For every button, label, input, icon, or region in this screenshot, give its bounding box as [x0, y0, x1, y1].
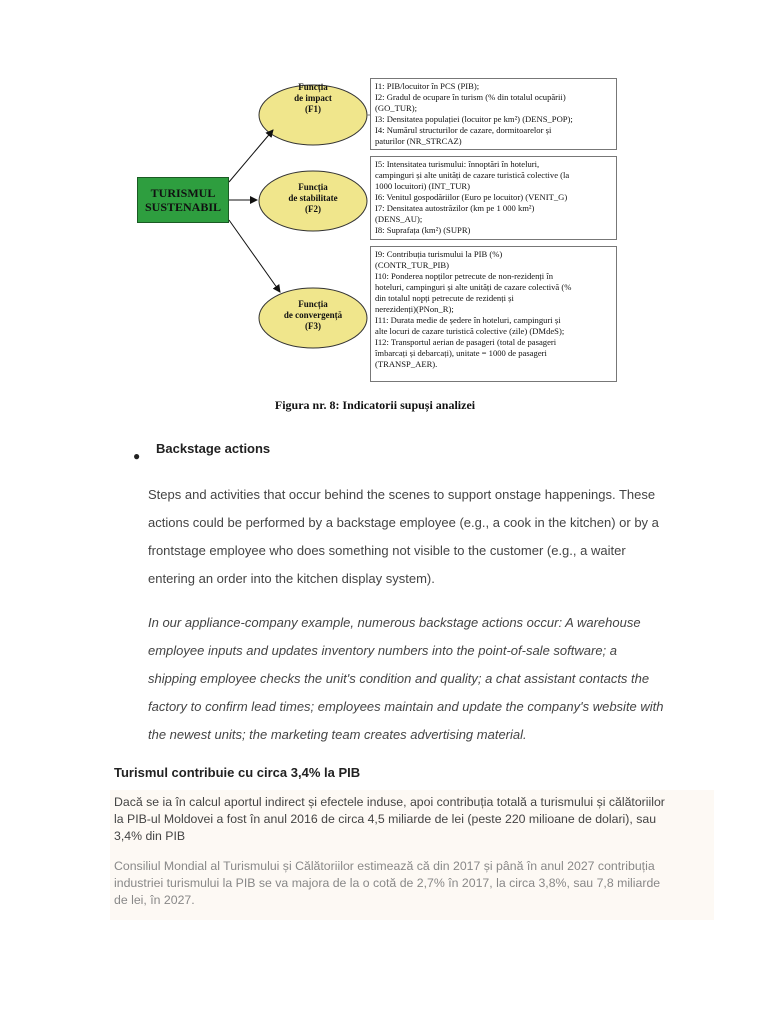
appliance-example-paragraph: In our appliance-company example, numerous backstage actions occur: A warehouse employee inputs and updates inventory numbers into the point-of-sale software; a shipping employee checks the unit's condition and quality; a chat assistant contacts the factory to confirm lead times; employees maintain and update the company's website with the newest units; the marketing team creates advertising material. [148, 615, 664, 742]
convergence-function-label: Funcția de convergență (F3) [283, 299, 343, 331]
news-heading: Turismul contribuie cu circa 3,4% la PIB [114, 765, 361, 780]
indicators-figure [125, 70, 625, 420]
indicator-box-stability: I5: Intensitatea turismului: înnoptări în hoteluri, campinguri și alte unități de cazare turistică colective (la 1000 locuitori) (INT_TUR) I6: Venitul gospodăriilor (Euro pe locuitor) (VENIT_G) I7: Densitatea autostrăzilor (km pe 1 000 km²) (DENS_AU); I8: Suprafața (km²) (SUPR) [370, 156, 617, 240]
root-node [137, 177, 229, 223]
impact-function-label: Funcția de impact (F1) [294, 82, 332, 114]
root-label-line2: SUSTENABIL [144, 200, 222, 214]
arrow-to-impact [229, 130, 273, 182]
figure-caption: Figura nr. 8: Indicatorii supuși analizei [274, 398, 476, 412]
indicator-box-impact: I1: PIB/locuitor în PCS (PIB); I2: Gradul de ocupare în turism (% din totalul ocupării) (GO_TUR); I3: Densitatea populației (locuitor pe km²) (DENS_POP); I4: Numărul structurilor de cazare, dormitoarelor și paturilor (NR_STRCAZ) [370, 78, 617, 150]
news-paragraph-1: Dacă se ia în calcul aportul indirect și efectele induse, apoi contribuția totală a turismului și călătoriilor la PIB-ul Moldovei a fost în anul 2016 de circa 4,5 miliarde de lei (peste 220 milioane de dolari), sau 3,4% din PIB [114, 795, 665, 843]
bullet-point-icon: ● [133, 449, 141, 463]
news-excerpt [110, 790, 714, 920]
arrow-to-convergence [229, 220, 280, 292]
news-paragraph-2: Consiliul Mondial al Turismului și Călătoriilor estimează că din 2017 și până în anul 2027 contribuția industriei turismului la PIB se va majora de la o cotă de 2,7% în 2017, la circa 3,8%, sau 7,8 miliarde de lei, în 2027. [114, 859, 661, 907]
backstage-description: Steps and activities that occur behind the scenes to support onstage happenings. These actions could be performed by a backstage employee (e.g., a cook in the kitchen) or by a frontstage employee who does something not visible to the customer (e.g., a waiter entering an order into the kitchen display system). [148, 487, 659, 586]
root-label-line1: TURISMUL [150, 186, 216, 200]
section-heading: Backstage actions [156, 441, 271, 456]
stability-function-label: Funcția de stabilitate (F2) [288, 182, 338, 214]
indicator-box-convergence: I9: Contribuția turismului la PIB (%) (CONTR_TUR_PIB) I10: Ponderea nopților petrecute de non-rezidenți în hoteluri, campinguri și alte unități de cazare colectivă (% din totalul nopți petrecute de rezidenți și nerezidenți)(PNon_R); I11: Durata medie de ședere în hoteluri, campinguri și alte locuri de cazare turistică colective (zile) (DMdeS); I12: Transportul aerian de pasageri (total de pasageri îmbarcați și debarcați), unitate = 1000 de pasageri (TRANSP_AER). [370, 246, 617, 382]
